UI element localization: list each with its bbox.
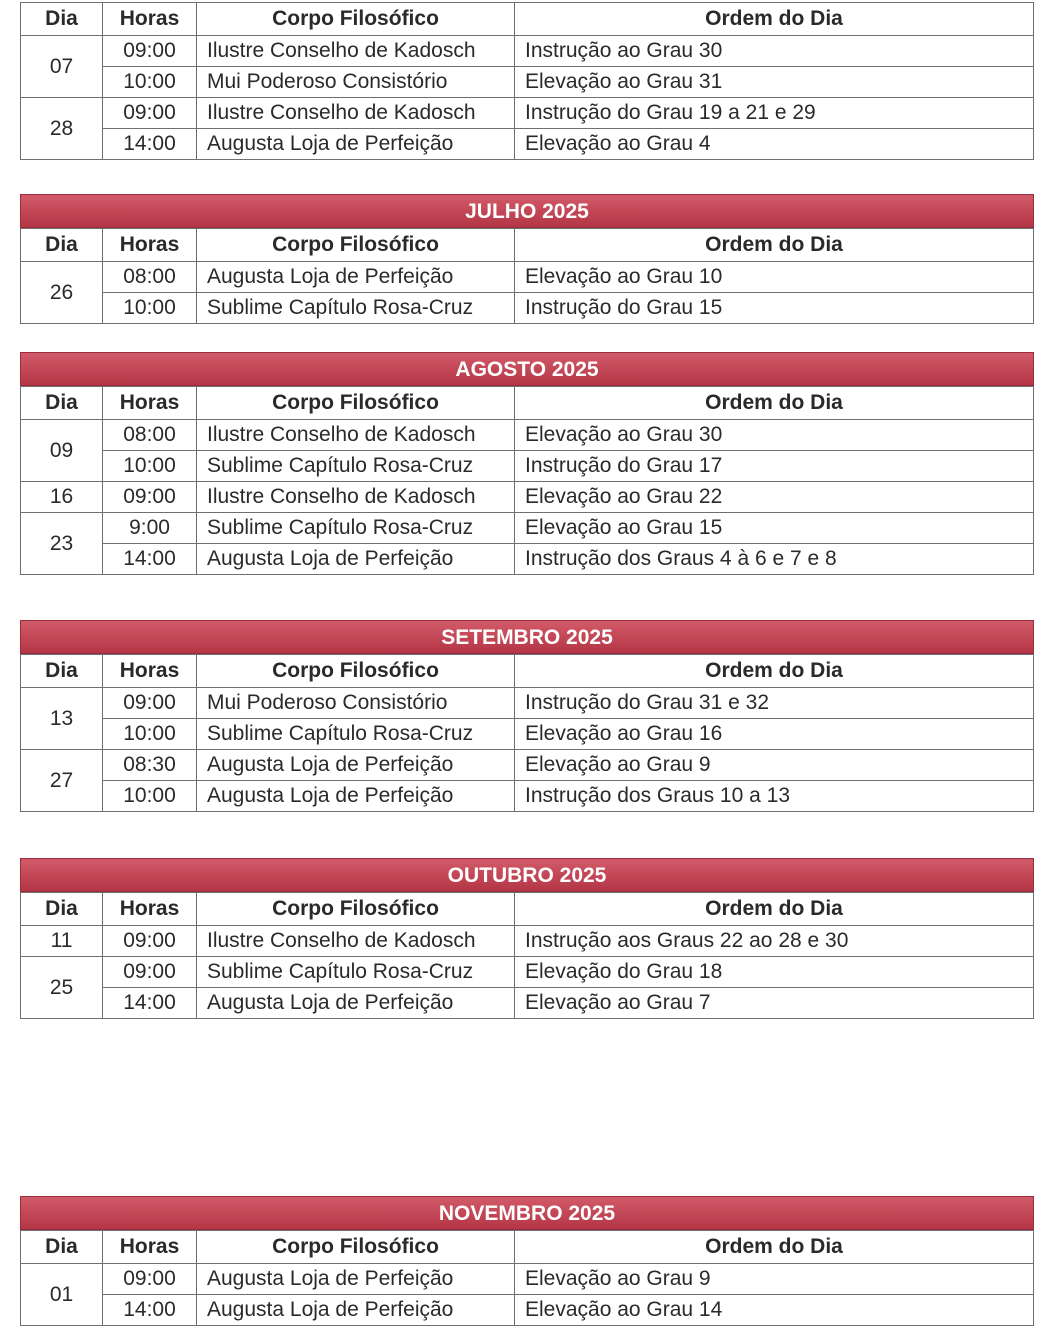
agenda-cell: Instrução do Grau 19 a 21 e 29: [515, 98, 1034, 129]
agenda-cell: Instrução aos Graus 22 ao 28 e 30: [515, 926, 1034, 957]
header-dia: Dia: [21, 893, 103, 926]
time-cell: 09:00: [103, 957, 197, 988]
header-ordem: Ordem do Dia: [515, 3, 1034, 36]
header-ordem: Ordem do Dia: [515, 655, 1034, 688]
schedule-table: [20, 228, 1034, 324]
agenda-cell: Elevação ao Grau 22: [515, 482, 1034, 513]
agenda-cell: Instrução dos Graus 4 à 6 e 7 e 8: [515, 544, 1034, 575]
table-row: [21, 926, 1034, 957]
body-cell: Augusta Loja de Perfeição: [197, 544, 515, 575]
time-cell: 14:00: [103, 544, 197, 575]
agenda-cell: Elevação ao Grau 9: [515, 1264, 1034, 1295]
agenda-cell: Instrução do Grau 15: [515, 293, 1034, 324]
time-cell: 08:00: [103, 262, 197, 293]
agenda-cell: Elevação ao Grau 30: [515, 420, 1034, 451]
table-row: [21, 688, 1034, 719]
time-cell: 14:00: [103, 129, 197, 160]
header-row: [21, 655, 1034, 688]
body-cell: Ilustre Conselho de Kadosch: [197, 482, 515, 513]
agenda-cell: Elevação ao Grau 9: [515, 750, 1034, 781]
body-cell: Sublime Capítulo Rosa-Cruz: [197, 293, 515, 324]
time-cell: 10:00: [103, 451, 197, 482]
header-dia: Dia: [21, 655, 103, 688]
table-row: [21, 513, 1034, 544]
month-banner: JULHO 2025: [20, 194, 1034, 228]
body-cell: Ilustre Conselho de Kadosch: [197, 98, 515, 129]
header-corpo: Corpo Filosófico: [197, 893, 515, 926]
schedule-table: [20, 892, 1034, 1019]
table-row: [21, 1264, 1034, 1295]
header-ordem: Ordem do Dia: [515, 387, 1034, 420]
body-cell: Augusta Loja de Perfeição: [197, 129, 515, 160]
header-ordem: Ordem do Dia: [515, 893, 1034, 926]
agenda-cell: Elevação do Grau 18: [515, 957, 1034, 988]
header-corpo: Corpo Filosófico: [197, 229, 515, 262]
body-cell: Sublime Capítulo Rosa-Cruz: [197, 957, 515, 988]
header-dia: Dia: [21, 3, 103, 36]
header-dia: Dia: [21, 387, 103, 420]
day-cell: 09: [21, 420, 103, 482]
time-cell: 14:00: [103, 988, 197, 1019]
day-cell: 13: [21, 688, 103, 750]
day-cell: 28: [21, 98, 103, 160]
body-cell: Mui Poderoso Consistório: [197, 67, 515, 98]
table-row: [21, 36, 1034, 67]
time-cell: 09:00: [103, 98, 197, 129]
day-cell: 11: [21, 926, 103, 957]
header-horas: Horas: [103, 3, 197, 36]
body-cell: Ilustre Conselho de Kadosch: [197, 926, 515, 957]
time-cell: 09:00: [103, 688, 197, 719]
time-cell: 09:00: [103, 1264, 197, 1295]
agenda-cell: Elevação ao Grau 16: [515, 719, 1034, 750]
header-horas: Horas: [103, 229, 197, 262]
agenda-cell: Elevação ao Grau 4: [515, 129, 1034, 160]
body-cell: Sublime Capítulo Rosa-Cruz: [197, 719, 515, 750]
table-row: [21, 98, 1034, 129]
day-cell: 23: [21, 513, 103, 575]
header-row: [21, 893, 1034, 926]
header-horas: Horas: [103, 1231, 197, 1264]
month-block-outubro: [20, 858, 1034, 1019]
time-cell: 10:00: [103, 293, 197, 324]
body-cell: Augusta Loja de Perfeição: [197, 262, 515, 293]
day-cell: 26: [21, 262, 103, 324]
agenda-cell: Instrução dos Graus 10 a 13: [515, 781, 1034, 812]
header-ordem: Ordem do Dia: [515, 229, 1034, 262]
time-cell: 9:00: [103, 513, 197, 544]
time-cell: 09:00: [103, 926, 197, 957]
table-row: [21, 482, 1034, 513]
header-dia: Dia: [21, 229, 103, 262]
body-cell: Augusta Loja de Perfeição: [197, 1295, 515, 1326]
table-row: [21, 719, 1034, 750]
month-block-julho: [20, 194, 1034, 324]
header-row: [21, 3, 1034, 36]
table-row: [21, 451, 1034, 482]
body-cell: Augusta Loja de Perfeição: [197, 750, 515, 781]
month-block-agosto: [20, 352, 1034, 575]
schedule-table: [20, 386, 1034, 575]
agenda-cell: Elevação ao Grau 14: [515, 1295, 1034, 1326]
time-cell: 09:00: [103, 36, 197, 67]
month-banner: SETEMBRO 2025: [20, 620, 1034, 654]
body-cell: Ilustre Conselho de Kadosch: [197, 420, 515, 451]
time-cell: 10:00: [103, 719, 197, 750]
table-row: [21, 420, 1034, 451]
month-block-setembro: [20, 620, 1034, 812]
body-cell: Augusta Loja de Perfeição: [197, 781, 515, 812]
header-horas: Horas: [103, 893, 197, 926]
header-corpo: Corpo Filosófico: [197, 1231, 515, 1264]
header-corpo: Corpo Filosófico: [197, 387, 515, 420]
day-cell: 16: [21, 482, 103, 513]
header-ordem: Ordem do Dia: [515, 1231, 1034, 1264]
schedule-table: [20, 1230, 1034, 1326]
header-horas: Horas: [103, 655, 197, 688]
body-cell: Sublime Capítulo Rosa-Cruz: [197, 513, 515, 544]
table-row: [21, 781, 1034, 812]
day-cell: 25: [21, 957, 103, 1019]
day-cell: 27: [21, 750, 103, 812]
header-horas: Horas: [103, 387, 197, 420]
table-row: [21, 544, 1034, 575]
month-banner: OUTUBRO 2025: [20, 858, 1034, 892]
time-cell: 14:00: [103, 1295, 197, 1326]
body-cell: Mui Poderoso Consistório: [197, 688, 515, 719]
month-banner: NOVEMBRO 2025: [20, 1196, 1034, 1230]
month-block-novembro: [20, 1196, 1034, 1326]
table-row: [21, 988, 1034, 1019]
header-row: [21, 387, 1034, 420]
agenda-cell: Elevação ao Grau 31: [515, 67, 1034, 98]
time-cell: 08:30: [103, 750, 197, 781]
body-cell: Ilustre Conselho de Kadosch: [197, 36, 515, 67]
month-block-0: [20, 2, 1034, 160]
time-cell: 10:00: [103, 781, 197, 812]
header-row: [21, 229, 1034, 262]
header-corpo: Corpo Filosófico: [197, 655, 515, 688]
table-row: [21, 750, 1034, 781]
time-cell: 08:00: [103, 420, 197, 451]
header-row: [21, 1231, 1034, 1264]
table-row: [21, 262, 1034, 293]
table-row: [21, 129, 1034, 160]
day-cell: 01: [21, 1264, 103, 1326]
schedule-table: [20, 654, 1034, 812]
table-row: [21, 67, 1034, 98]
agenda-cell: Instrução do Grau 17: [515, 451, 1034, 482]
agenda-cell: Instrução do Grau 31 e 32: [515, 688, 1034, 719]
agenda-cell: Elevação ao Grau 10: [515, 262, 1034, 293]
agenda-cell: Instrução ao Grau 30: [515, 36, 1034, 67]
body-cell: Sublime Capítulo Rosa-Cruz: [197, 451, 515, 482]
table-row: [21, 1295, 1034, 1326]
body-cell: Augusta Loja de Perfeição: [197, 988, 515, 1019]
body-cell: Augusta Loja de Perfeição: [197, 1264, 515, 1295]
schedule-table: [20, 2, 1034, 160]
header-dia: Dia: [21, 1231, 103, 1264]
table-row: [21, 957, 1034, 988]
agenda-cell: Elevação ao Grau 7: [515, 988, 1034, 1019]
time-cell: 09:00: [103, 482, 197, 513]
month-banner: AGOSTO 2025: [20, 352, 1034, 386]
agenda-cell: Elevação ao Grau 15: [515, 513, 1034, 544]
day-cell: 07: [21, 36, 103, 98]
time-cell: 10:00: [103, 67, 197, 98]
header-corpo: Corpo Filosófico: [197, 3, 515, 36]
table-row: [21, 293, 1034, 324]
